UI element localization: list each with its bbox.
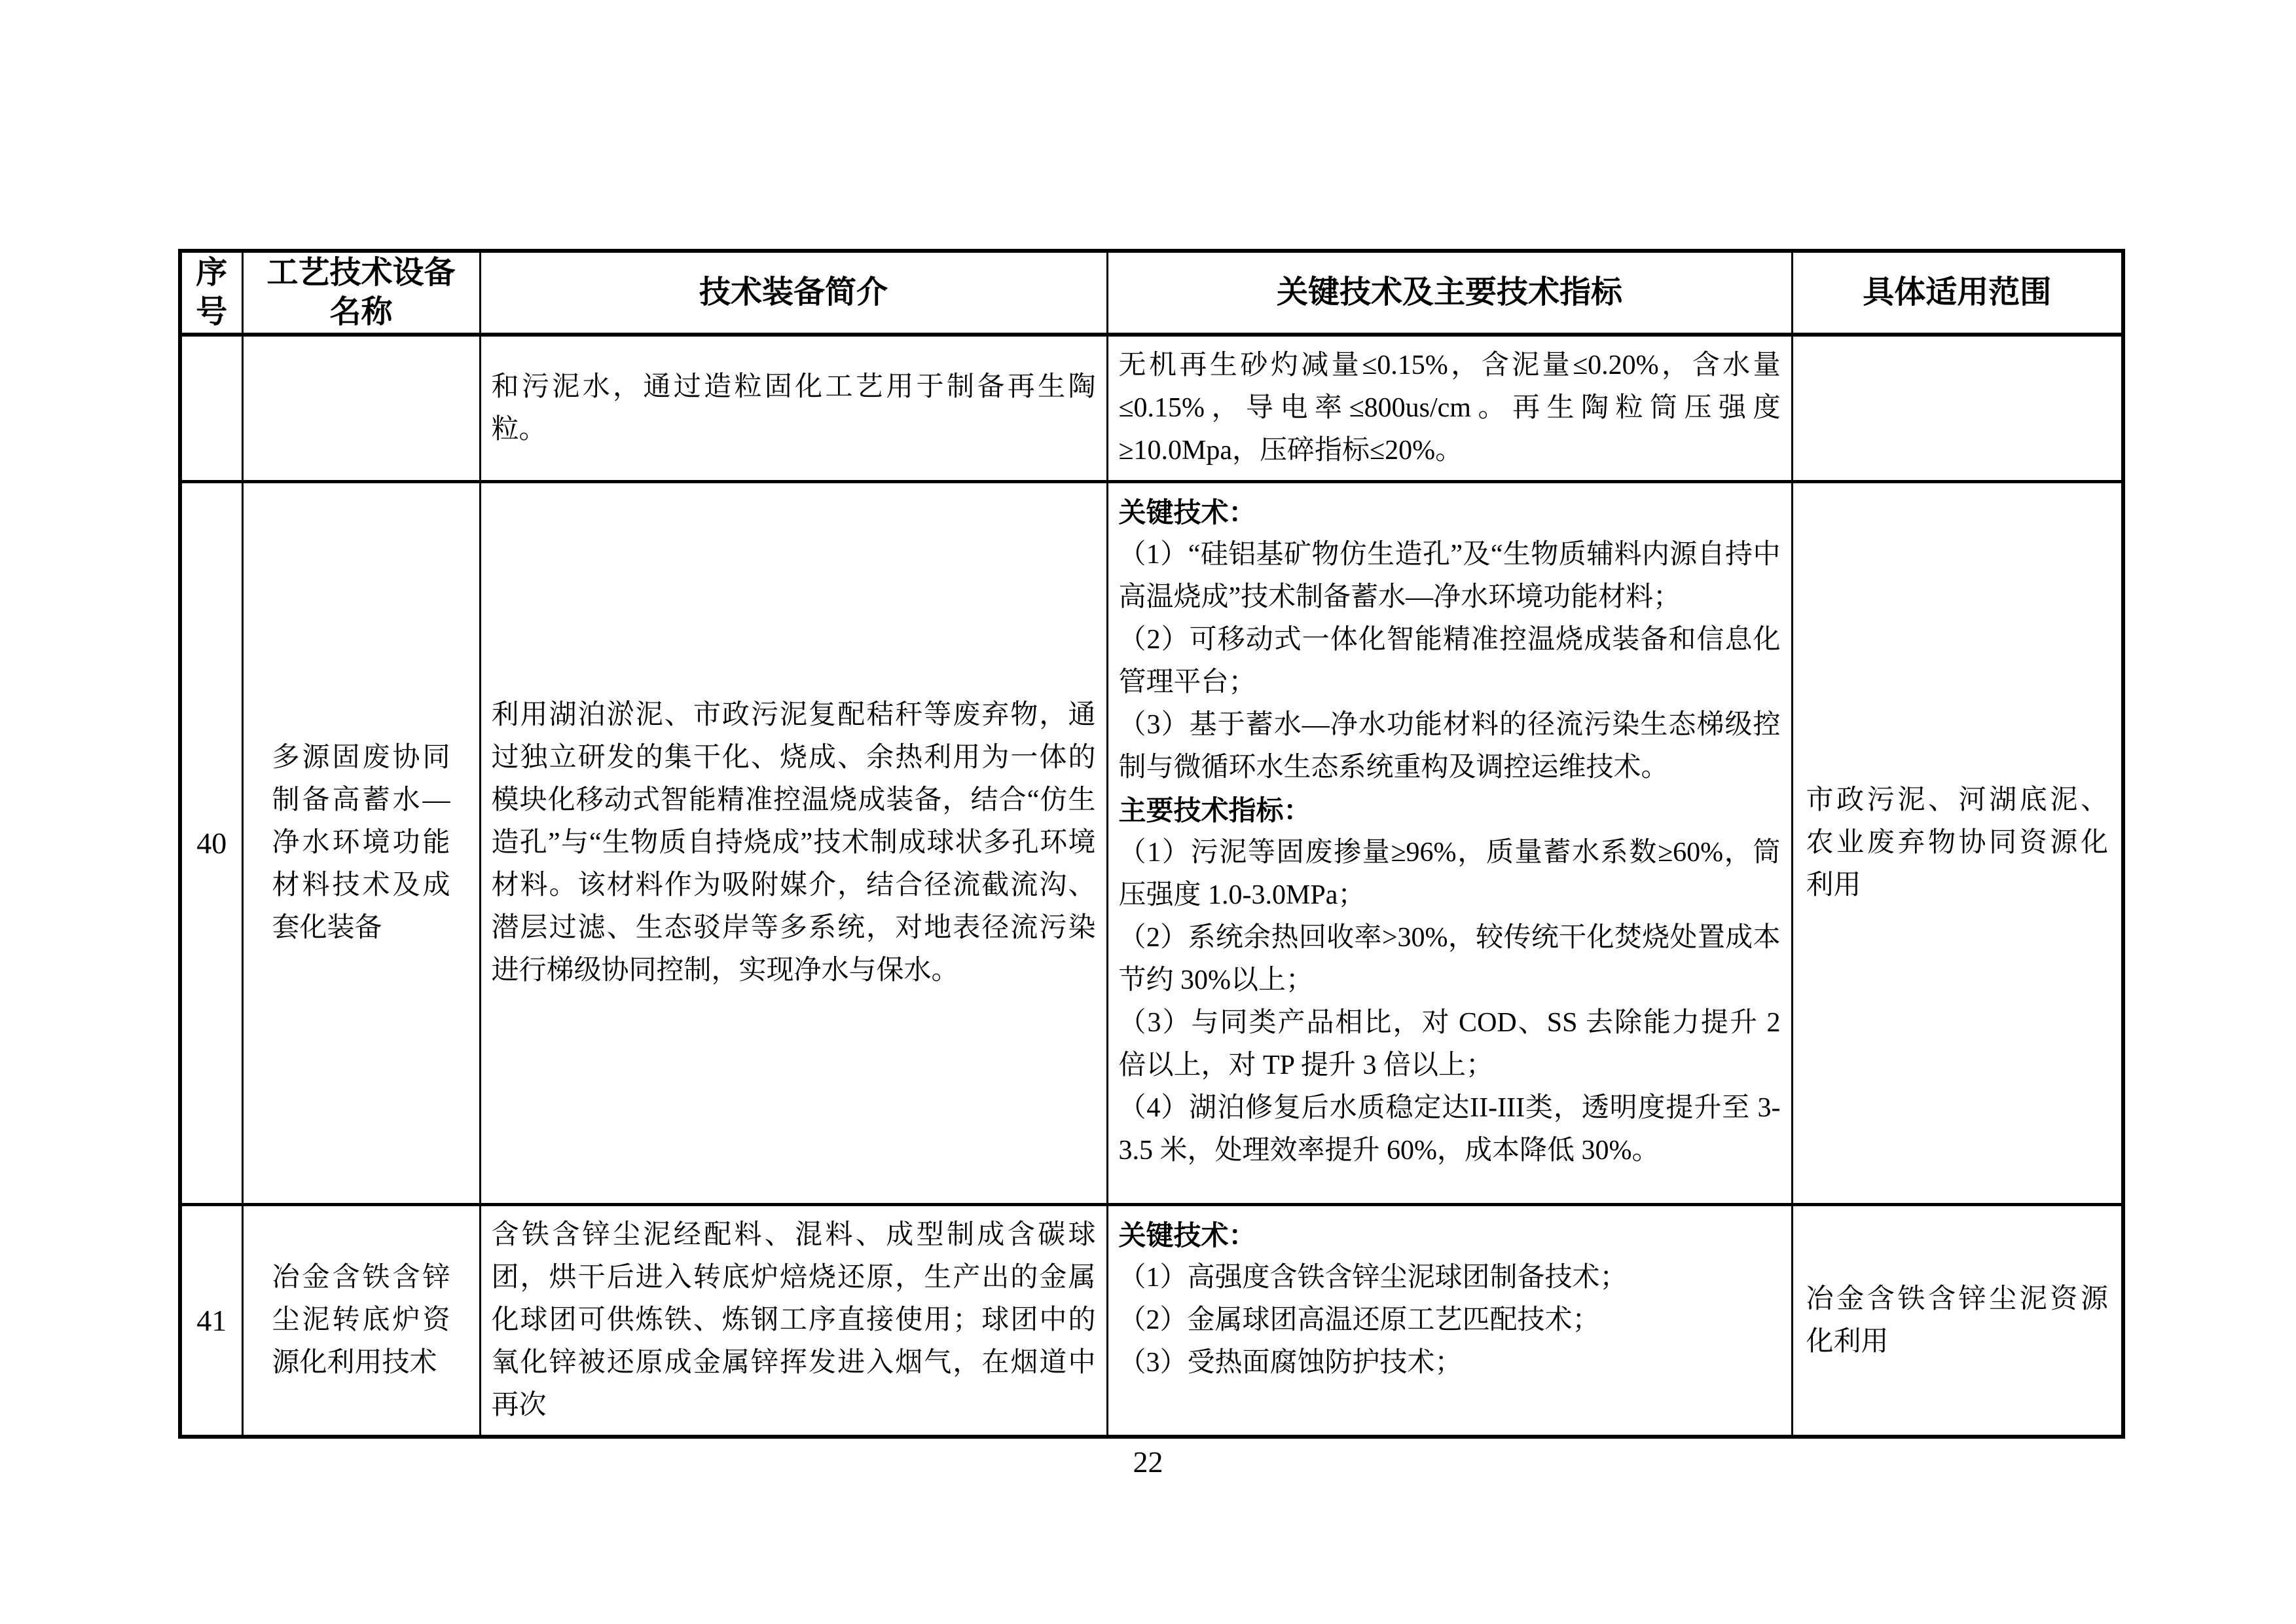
tech-item: （2）系统余热回收率>30%，较传统干化焚烧处置成本节约 30%以上； bbox=[1118, 923, 1781, 995]
row-name-cell: 多源固废协同制备高蓄水—净水环境功能材料技术及成套化装备 bbox=[242, 482, 480, 1205]
row-scope-cell: 冶金含铁含锌尘泥资源化利用 bbox=[1792, 1205, 2123, 1437]
tech-item: （1）高强度含铁含锌尘泥球团制备技术； bbox=[1118, 1263, 1628, 1293]
header-intro: 技术装备简介 bbox=[480, 251, 1107, 335]
tech-section-label: 关键技术： bbox=[1118, 1220, 1256, 1251]
header-scope: 具体适用范围 bbox=[1792, 251, 2123, 335]
technology-table bbox=[178, 249, 2125, 1439]
row-intro-cell: 和污泥水，通过造粒固化工艺用于制备再生陶粒。 bbox=[480, 335, 1107, 482]
tech-section-label: 主要技术指标： bbox=[1118, 795, 1311, 826]
tech-item: （2）可移动式一体化智能精准控温烧成装备和信息化管理平台； bbox=[1118, 625, 1781, 697]
row-intro-cell: 含铁含锌尘泥经配料、混料、成型制成含碳球团，烘干后进入转底炉焙烧还原，生产出的金属化球团可供炼铁、炼钢工序直接使用；球团中的氧化锌被还原成金属锌挥发进入烟气，在烟道中再次 bbox=[480, 1205, 1107, 1437]
tech-item: （1）污泥等固废掺量≥96%，质量蓄水系数≥60%，筒压强度 1.0-3.0MPa； bbox=[1118, 838, 1781, 910]
row-tech-cell bbox=[1107, 482, 1792, 1205]
tech-item: （3）与同类产品相比，对 COD、SS 去除能力提升 2 倍以上，对 TP 提升 3 倍以上； bbox=[1118, 1008, 1781, 1080]
tech-item: （3）基于蓄水—净水功能材料的径流污染生态梯级控制与微循环水生态系统重构及调控运维技术。 bbox=[1118, 710, 1781, 783]
table-header-row bbox=[180, 251, 2123, 335]
row-seq-cell: 41 bbox=[180, 1205, 242, 1437]
tech-item: （2）金属球团高温还原工艺匹配技术； bbox=[1118, 1305, 1600, 1335]
row-name-cell bbox=[242, 335, 480, 482]
tech-item: （4）湖泊修复后水质稳定达II-III类，透明度提升至 3-3.5 米，处理效率提升 60%，成本降低 30%。 bbox=[1118, 1093, 1781, 1166]
row-tech-cell bbox=[1107, 335, 1792, 482]
tech-item: （3）受热面腐蚀防护技术； bbox=[1118, 1348, 1463, 1378]
tech-item: 无机再生砂灼减量≤0.15%，含泥量≤0.20%，含水量≤0.15%，导电率≤800us/cm。再生陶粒筒压强度≥10.0Mpa，压碎指标≤20%。 bbox=[1118, 350, 1781, 466]
table-row bbox=[180, 335, 2123, 482]
page-number: 22 bbox=[1133, 1445, 1163, 1479]
row-seq-cell bbox=[180, 335, 242, 482]
table-row bbox=[180, 1205, 2123, 1437]
header-seq: 序号 bbox=[180, 251, 242, 335]
header-name: 工艺技术设备名称 bbox=[242, 251, 480, 335]
row-seq-cell: 40 bbox=[180, 482, 242, 1205]
row-intro-cell: 利用湖泊淤泥、市政污泥复配秸秆等废弃物，通过独立研发的集干化、烧成、余热利用为一体的模块化移动式智能精准控温烧成装备，结合“仿生造孔”与“生物质自持烧成”技术制成球状多孔环境材料。该材料作为吸附媒介，结合径流截流沟、潜层过滤、生态驳岸等多系统，对地表径流污染进行梯级协同控制，实现净水与保水。 bbox=[480, 482, 1107, 1205]
table-row bbox=[180, 482, 2123, 1205]
table-body bbox=[180, 335, 2123, 1437]
row-name-cell: 冶金含铁含锌尘泥转底炉资源化利用技术 bbox=[242, 1205, 480, 1437]
row-scope-cell: 市政污泥、河湖底泥、农业废弃物协同资源化利用 bbox=[1792, 482, 2123, 1205]
tech-item: （1）“硅铝基矿物仿生造孔”及“生物质辅料内源自持中高温烧成”技术制备蓄水—净水环境功能材料； bbox=[1118, 540, 1781, 612]
tech-section-label: 关键技术： bbox=[1118, 497, 1256, 528]
row-tech-cell bbox=[1107, 1205, 1792, 1437]
row-scope-cell bbox=[1792, 335, 2123, 482]
header-tech: 关键技术及主要技术指标 bbox=[1107, 251, 1792, 335]
